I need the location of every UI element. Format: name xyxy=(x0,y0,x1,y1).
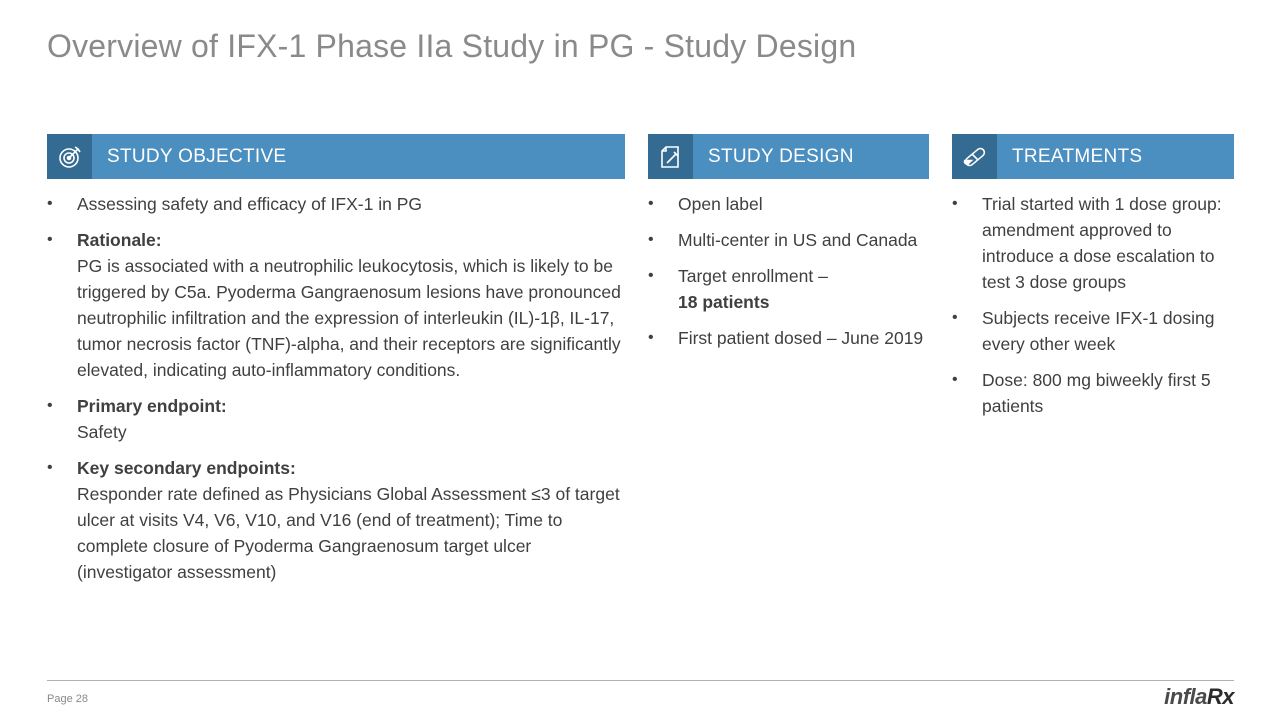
rationale-label: • Rationale: xyxy=(77,230,162,250)
list-item xyxy=(648,263,929,315)
list-item xyxy=(648,191,929,217)
list-item xyxy=(47,191,625,217)
study-objective-header xyxy=(47,134,625,179)
rationale-text: PG is associated with a neutrophilic leukocytosis, which is likely to be triggered by C5a. Pyoderma Gangraenosum lesions have pronounced neutrophilic infiltration and the expression of interleukin (IL)-1β, IL-17, tumor necrosis factor (TNF)-alpha, and their receptors are significantly elevated, indicating auto-inflammatory conditions. xyxy=(77,256,621,380)
list-item xyxy=(952,191,1234,295)
study-objective-list xyxy=(47,191,625,585)
inflarx-logo xyxy=(1164,684,1234,710)
dose-text: Dose: 800 mg biweekly first 5 patients xyxy=(982,370,1211,416)
treatments-list xyxy=(952,191,1234,419)
primary-endpoint-label: • Primary endpoint: xyxy=(77,396,227,416)
study-design-title: STUDY DESIGN xyxy=(708,145,854,167)
study-objective-column xyxy=(47,134,625,595)
target-enrollment-text: Target enrollment – xyxy=(678,266,828,286)
first-patient-text: First patient dosed – June 2019 xyxy=(678,328,924,348)
study-design-list xyxy=(648,191,929,351)
target-enrollment-value: 18 patients xyxy=(678,292,770,312)
trial-started-text: Trial started with 1 dose group: amendment approved to introduce a dose escalation to test 3 dose groups xyxy=(982,194,1222,292)
secondary-endpoints-text: Responder rate defined as Physicians Global Assessment ≤3 of target ulcer at visits V4, V6, V10, and V16 (end of treatment); Time to complete closure of Pyoderma Gangraenosum target ulcer (investigator assessment) xyxy=(77,484,620,582)
list-item xyxy=(47,227,625,383)
study-design-column xyxy=(648,134,929,361)
treatments-header xyxy=(952,134,1234,179)
open-label-text: Open label xyxy=(678,194,763,214)
page-number: Page 28 xyxy=(47,693,88,705)
multi-center-text: Multi-center in US and Canada xyxy=(678,230,918,250)
list-item xyxy=(952,367,1234,419)
logo-rx-text: Rx xyxy=(1206,684,1234,709)
study-design-header xyxy=(648,134,929,179)
document-edit-icon xyxy=(648,134,693,179)
list-item xyxy=(648,227,929,253)
study-objective-title: STUDY OBJECTIVE xyxy=(107,145,287,167)
objective-assessing-text: Assessing safety and efficacy of IFX-1 in PG xyxy=(77,194,422,214)
list-item xyxy=(952,305,1234,357)
secondary-endpoints-label: • Key secondary endpoints: xyxy=(77,458,296,478)
treatments-title: TREATMENTS xyxy=(1012,145,1143,167)
logo-main-text: infla xyxy=(1164,684,1207,709)
dosing-schedule-text: Subjects receive IFX-1 dosing every other week xyxy=(982,308,1215,354)
footer-divider xyxy=(47,680,1234,681)
pill-icon xyxy=(952,134,997,179)
target-icon xyxy=(47,134,92,179)
list-item xyxy=(47,455,625,585)
list-item xyxy=(47,393,625,445)
treatments-column xyxy=(952,134,1234,429)
list-item xyxy=(648,325,929,351)
slide-title: Overview of IFX-1 Phase IIa Study in PG - Study Design xyxy=(47,28,857,64)
primary-endpoint-text: Safety xyxy=(77,422,127,442)
